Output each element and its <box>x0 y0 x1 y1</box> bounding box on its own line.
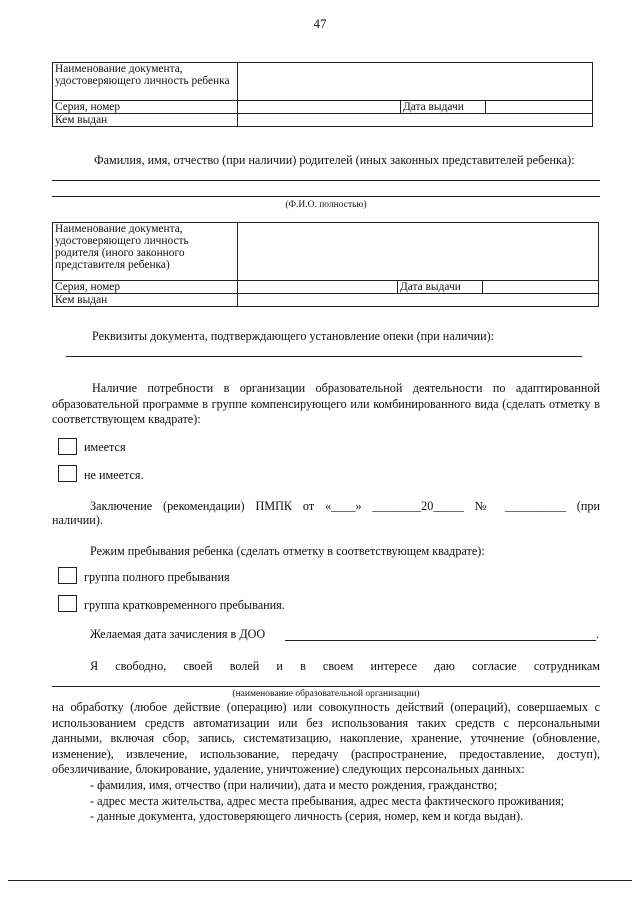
enroll-date-line[interactable] <box>285 640 596 641</box>
parents-line-2[interactable] <box>52 196 600 197</box>
data-item-3: - данные документа, удостоверяющего личность (серия, номер, кем и когда выдан). <box>90 809 524 823</box>
consent-text: на обработку (любое действие (операцию) или совокупность действий (операций), совершаемых с использованием средств автоматизации или без использования таких средств с персональными данными, включая сбор, запись, систематизацию, накопление, хранение, уточнение (обновление, изменение), извлечение, использование, передачу (распространение, предоставление, доступ), обезличивание, блокирование, удаление, уничтожение) следующих персональных данных: <box>52 700 600 776</box>
child-issue-date-value[interactable] <box>486 101 593 114</box>
need-not-have-label: не имеется. <box>84 468 144 482</box>
custody-label: Реквизиты документа, подтверждающего установление опеки (при наличии): <box>92 329 495 343</box>
enroll-date-label: Желаемая дата зачисления в ДОО <box>90 627 266 641</box>
mode-short-label: группа кратковременного пребывания. <box>84 598 285 612</box>
pmpk-line-2: наличии). <box>52 513 103 527</box>
need-have-checkbox[interactable] <box>58 438 77 455</box>
need-not-have-checkbox[interactable] <box>58 465 77 482</box>
child-series-value[interactable] <box>238 101 401 114</box>
enroll-date-period: . <box>596 627 600 641</box>
org-caption: (наименование образовательной организации) <box>232 689 420 699</box>
parent-doc-name-label: Наименование документа, удостоверяющего личность родителя (иного законного представителя ребенка) <box>53 223 238 281</box>
data-list <box>90 778 610 825</box>
child-issue-date-label: Дата выдачи <box>401 101 486 114</box>
custody-line[interactable] <box>66 356 582 357</box>
mode-label: Режим пребывания ребенка (сделать отметку в соответствующем квадрате): <box>90 544 485 558</box>
child-doc-name-value[interactable] <box>238 63 593 101</box>
org-name-line[interactable] <box>52 686 600 687</box>
fio-caption: (Ф.И.О. полностью) <box>285 200 367 210</box>
parents-label: Фамилия, имя, отчество (при наличии) родителей (иных законных представителей ребенка): <box>94 153 575 167</box>
child-doc-name-label: Наименование документа, удостоверяющего личность ребенка <box>53 63 238 101</box>
data-item-1: - фамилия, имя, отчество (при наличии), дата и место рождения, гражданство; <box>90 778 498 792</box>
parent-document-table <box>52 222 599 307</box>
parent-issued-by-label: Кем выдан <box>53 294 238 307</box>
need-have-label: имеется <box>84 440 126 454</box>
child-series-label: Серия, номер <box>53 101 238 114</box>
pmpk-line-1: Заключение (рекомендации) ПМПК от «____» ________20_____ № __________ (при <box>90 499 600 513</box>
mode-full-checkbox[interactable] <box>58 567 77 584</box>
parents-line-1[interactable] <box>52 180 600 181</box>
child-document-table <box>52 62 593 127</box>
parent-series-label: Серия, номер <box>53 281 238 294</box>
parent-issued-by-value[interactable] <box>238 294 599 307</box>
data-item-2: - адрес места жительства, адрес места пребывания, адрес места фактического проживания; <box>90 793 565 808</box>
child-issued-by-label: Кем выдан <box>53 114 238 127</box>
page-number: 47 <box>313 16 327 31</box>
consent-line-1: Я свободно, своей волей и в своем интересе даю согласие сотрудникам <box>90 659 600 673</box>
parent-issue-date-label: Дата выдачи <box>398 281 483 294</box>
need-paragraph: Наличие потребности в организации образовательной деятельности по адаптированной образовательной программе в группе компенсирующего или комбинированного вида (сделать отметку в соответствующем квадрате): <box>52 381 600 426</box>
child-issued-by-value[interactable] <box>238 114 593 127</box>
mode-short-checkbox[interactable] <box>58 595 77 612</box>
mode-full-label: группа полного пребывания <box>84 570 230 584</box>
parent-series-value[interactable] <box>238 281 398 294</box>
parent-issue-date-value[interactable] <box>483 281 599 294</box>
page-bottom-rule <box>8 880 632 881</box>
parent-doc-name-value[interactable] <box>238 223 599 281</box>
